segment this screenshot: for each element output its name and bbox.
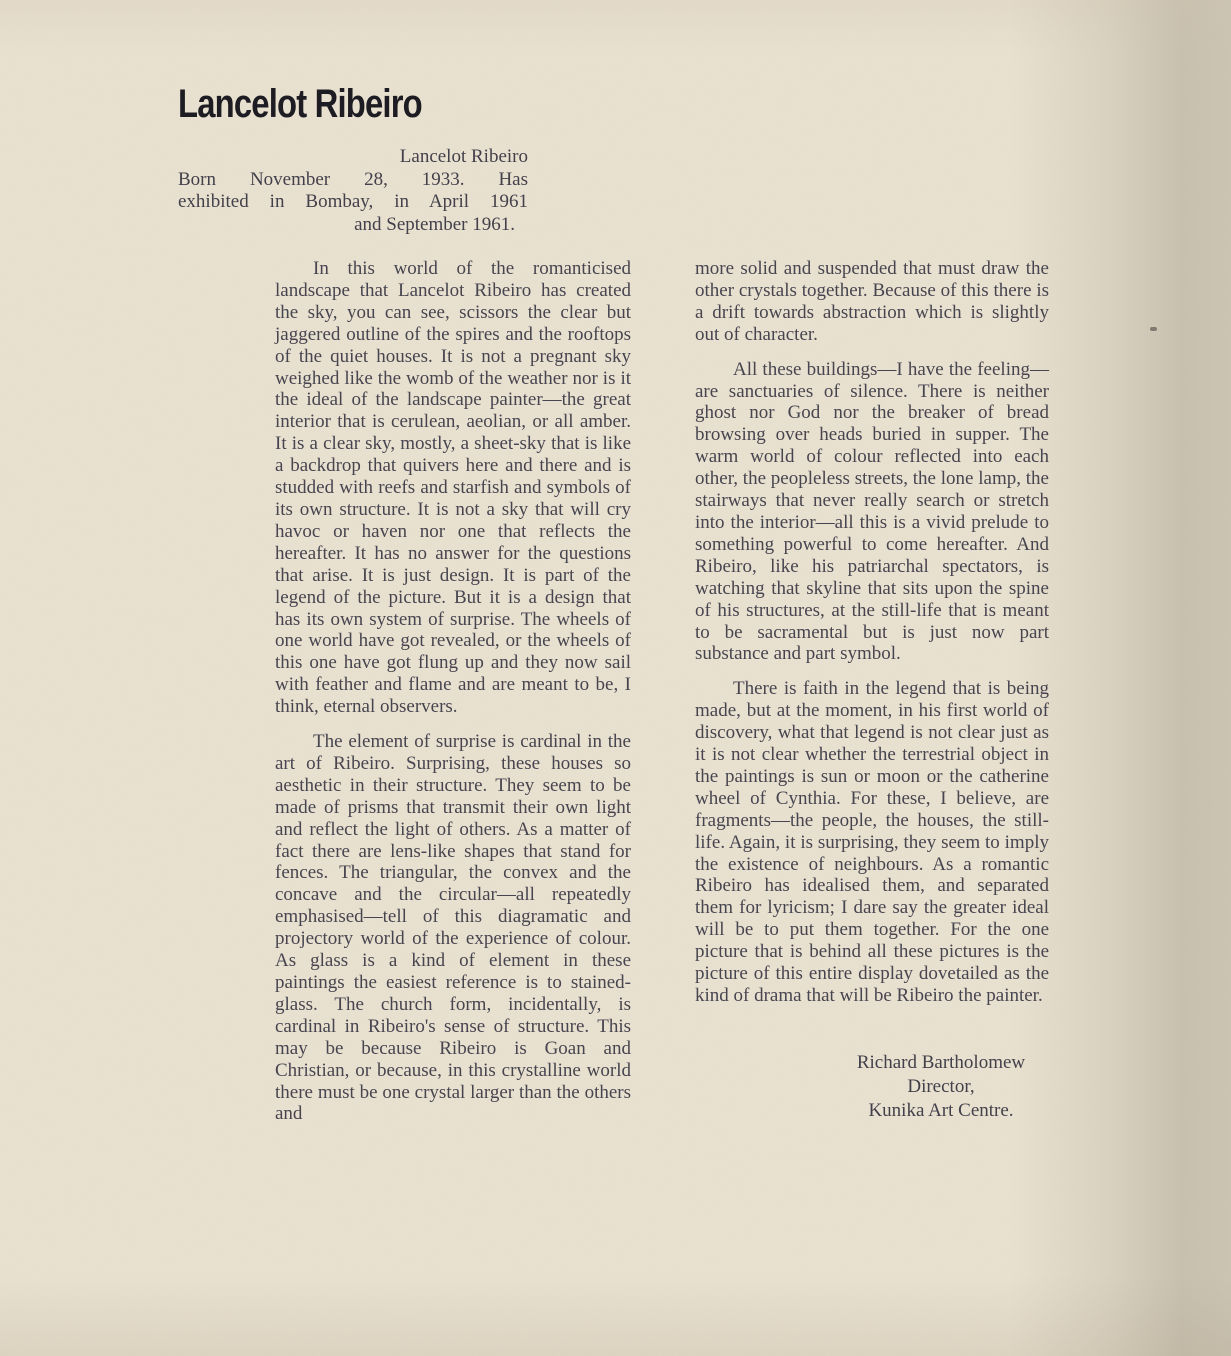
- essay-left-column: [275, 258, 631, 1138]
- bio-line: and September 1961.: [354, 213, 515, 235]
- essay-paragraph: In this world of the romanticised landscape that Lancelot Ribeiro has created the sky, you can see, scissors the clear but jaggered outline of the spires and the rooftops of the quiet houses. It is not a pregnant sky weighed like the womb of the weather nor is it the ideal of the landscape painter—the great interior that is cerulean, aeolian, or all amber. It is a clear sky, mostly, a sheet-sky that is like a backdrop that quivers here and there and is studded with reefs and starfish and symbols of its own structure. It is not a sky that will cry havoc or haven nor one that reflects the hereafter. It has no answer for the questions that arise. It is just design. It is part of the legend of the picture. But it is a design that has its own system of surprise. The wheels of one world have got revealed, or the wheels of this one have got flung up and they now sail with feather and flame and are meant to be, I think, eternal observers.: [275, 258, 631, 718]
- signature-author: Richard Bartholomew: [856, 1051, 1026, 1073]
- essay-paragraph: All these buildings—I have the feeling—are sanctuaries of silence. There is neither ghost nor God nor the breaker of bread browsing over heads buried in supper. The warm world of colour reflected into each other, the peopleless streets, the lone lamp, the stairways that never really search or stretch into the interior—all this is a vivid prelude to something powerful to come hereafter. And Ribeiro, like his patriarchal spectators, is watching that skyline that sits upon the spine of his structures, at the still-life that is meant to be sacramental but is just now part substance and part symbol.: [695, 358, 1049, 665]
- signature-block: [833, 1051, 1049, 1123]
- essay-right-column: [695, 258, 1049, 1138]
- signature-org: Kunika Art Centre.: [868, 1099, 1014, 1121]
- artist-bio-block: [178, 146, 528, 236]
- essay-paragraph: There is faith in the legend that is being made, but at the moment, in his first world of discovery, what that legend is not clear just as it is not clear whether the terrestrial object in the paintings is sun or moon or the catherine wheel of Cynthia. For these, I believe, are fragments—the people, the houses, the still-life. Again, it is surprising, they seem to imply the existence of neighbours. As a romantic Ribeiro has idealised them, and separated them for lyricism; I dare say the greater ideal will be to put them together. For the one picture that is behind all these pictures is the picture of this entire display dovetailed as the kind of drama that will be Ribeiro the painter.: [695, 678, 1049, 1006]
- page-title: Lancelot Ribeiro: [178, 82, 422, 126]
- bio-line: Lancelot Ribeiro: [399, 146, 528, 167]
- essay-paragraph-continuation: more solid and suspended that must draw the other crystals together. Because of this there is a drift towards abstraction which is slightly out of character.: [695, 258, 1049, 345]
- bio-line: Born November 28, 1933. Has: [178, 168, 528, 190]
- bio-line: exhibited in Bombay, in April 1961: [178, 191, 528, 212]
- signature-role: Director,: [907, 1075, 975, 1097]
- scan-speck-artifact: [1150, 327, 1157, 331]
- two-column-essay: [275, 258, 1049, 1138]
- essay-paragraph: The element of surprise is cardinal in the art of Ribeiro. Surprising, these houses so aesthetic in their structure. They seem to be made of prisms that transmit their own light and reflect the light of others. As a matter of fact there are lens-like shapes that stand for fences. The triangular, the convex and the concave and the circular—all repeatedly emphasised—tell of this diagramatic and projectory world of the experience of colour. As glass is a kind of element in these paintings the easiest reference is to stained-glass. The church form, incidentally, is cardinal in Ribeiro's sense of structure. This may be because Ribeiro is Goan and Christian, or because, in this crystalline world there must be one crystal larger than the others and: [275, 731, 631, 1125]
